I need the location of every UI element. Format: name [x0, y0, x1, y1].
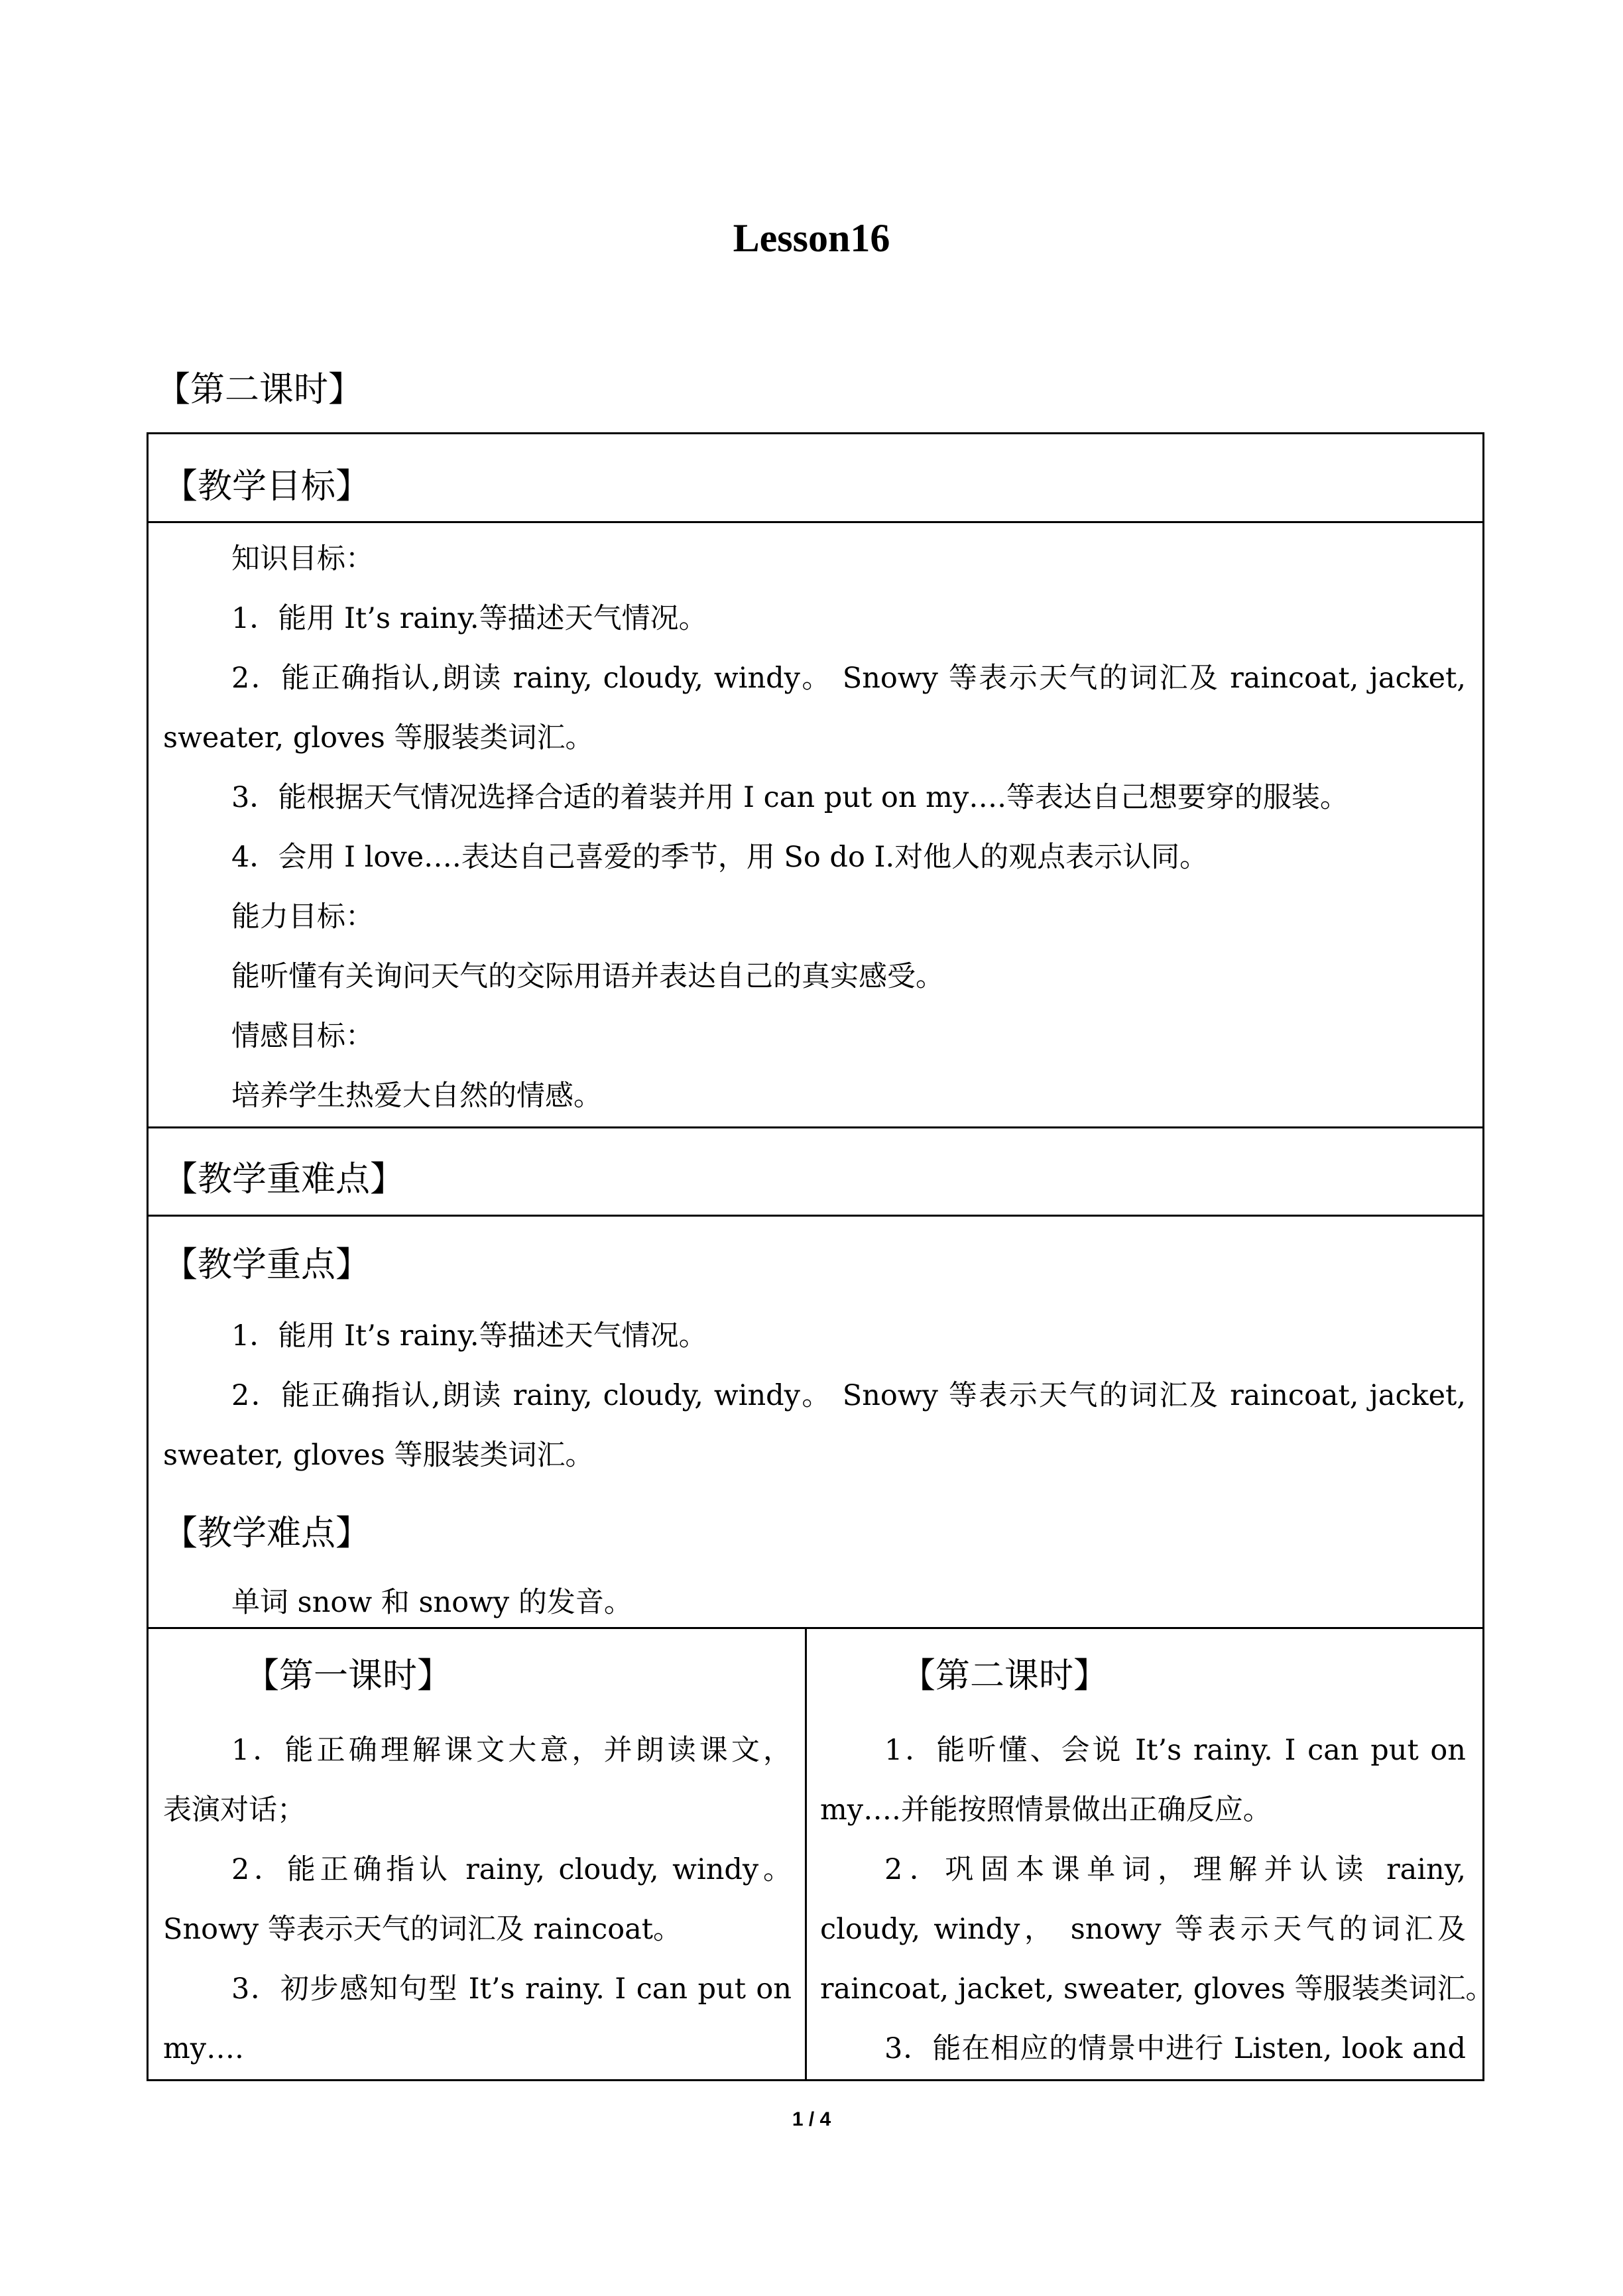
first-period-item-2-cont: Snowy 等表示天气的词汇及 raincoat。	[163, 1913, 682, 1946]
key-difficult-header: 【教学重难点】	[163, 1160, 405, 1199]
column-divider	[805, 1628, 807, 2079]
emotion-text: 培养学生热爱大自然的情感。	[231, 1079, 602, 1113]
second-period-item-1: 1．能听懂、会说 It’s rainy. I can put on	[884, 1734, 1466, 1767]
second-period-item-3: 3．能在相应的情景中进行 Listen, look and	[884, 2032, 1466, 2065]
first-period-item-3: 3．初步感知句型 It’s rainy. I can put on	[231, 1972, 792, 2006]
knowledge-item-1: 1．能用 It’s rainy.等描述天气情况。	[231, 602, 707, 635]
knowledge-label: 知识目标：	[231, 542, 374, 575]
lesson-period: 【第二课时】	[156, 370, 363, 410]
first-period-item-3-cont: my….	[163, 2032, 244, 2065]
ability-text: 能听懂有关询问天气的交际用语并表达自己的真实感受。	[231, 960, 944, 993]
difficult-point-text: 单词 snow 和 snowy 的发音。	[231, 1586, 632, 1619]
first-period-item-1: 1．能正确理解课文大意，并朗读课文，	[231, 1734, 792, 1767]
key-point-1: 1．能用 It’s rainy.等描述天气情况。	[231, 1319, 707, 1353]
objectives-header: 【教学目标】	[163, 467, 371, 507]
objectives-header-row	[149, 434, 1482, 523]
first-period-header: 【第一课时】	[245, 1656, 452, 1696]
page-title: Lesson16	[733, 216, 890, 260]
second-period-item-2-cont2: raincoat, jacket, sweater, gloves 等服装类词汇。	[820, 1972, 1494, 2006]
knowledge-item-4: 4．会用 I love….表达自己喜爱的季节，用 So do I.对他人的观点表示认同。	[231, 841, 1209, 874]
lesson-table	[147, 432, 1494, 2081]
emotion-label: 情感目标：	[231, 1020, 374, 1053]
second-period-item-2-cont: cloudy, windy， snowy 等表示天气的词汇及	[820, 1913, 1466, 1946]
key-point-2-cont: sweater, gloves 等服装类词汇。	[163, 1439, 594, 1472]
difficult-points-header: 【教学难点】	[163, 1514, 371, 1553]
key-difficult-header-row	[149, 1128, 1482, 1217]
objectives-content-row	[149, 523, 1482, 1128]
key-point-2: 2．能正确指认,朗读 rainy, cloudy, windy。 Snowy 等表示天气的词汇及 raincoat, jacket,	[231, 1379, 1466, 1412]
knowledge-item-2-cont: sweater, gloves 等服装类词汇。	[163, 721, 594, 755]
second-period-header: 【第二课时】	[901, 1656, 1109, 1696]
knowledge-item-2: 2．能正确指认,朗读 rainy, cloudy, windy。 Snowy 等表示天气的词汇及 raincoat, jacket,	[231, 662, 1466, 695]
second-period-item-2: 2．巩固本课单词，理解并认读 rainy,	[884, 1853, 1466, 1886]
first-period-item-1-cont: 表演对话；	[163, 1793, 306, 1827]
second-period-item-1-cont: my….并能按照情景做出正确反应。	[820, 1793, 1272, 1827]
knowledge-item-3: 3．能根据天气情况选择合适的着装并用 I can put on my….等表达自己想要穿的服装。	[231, 781, 1349, 814]
ability-label: 能力目标：	[231, 900, 374, 934]
key-points-header: 【教学重点】	[163, 1245, 371, 1285]
page-number: 1 / 4	[792, 2108, 831, 2130]
first-period-item-2: 2．能正确指认 rainy, cloudy, windy。	[231, 1853, 792, 1886]
key-difficult-content-row	[149, 1217, 1482, 1629]
